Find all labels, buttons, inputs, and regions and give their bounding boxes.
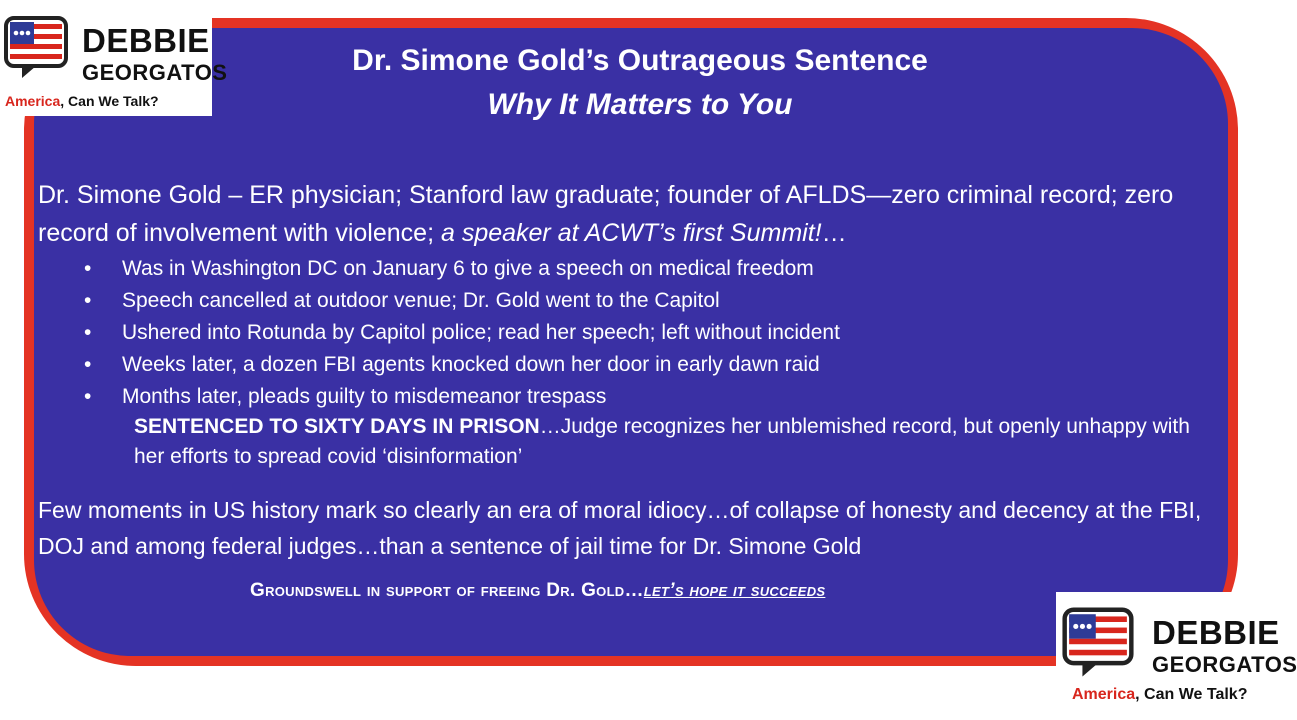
list-item: • Speech cancelled at outdoor venue; Dr. Gold went to the Capitol (84, 289, 720, 312)
list-item: • Months later, pleads guilty to misdemeanor trespass (84, 385, 607, 408)
brand-surname: GEORGATOS (82, 60, 228, 85)
brand-tagline: America, Can We Talk? (1072, 686, 1248, 703)
list-item: • Weeks later, a dozen FBI agents knocked down her door in early dawn raid (84, 353, 820, 376)
intro-italic: a speaker at ACWT’s first Summit! (440, 219, 822, 247)
slide-title: Dr. Simone Gold’s Outrageous Sentence (352, 44, 928, 77)
list-item: • Ushered into Rotunda by Capitol police; read her speech; left without incident (84, 321, 840, 344)
brand-tagline: America, Can We Talk? (5, 93, 159, 109)
brand-name: DEBBIE (82, 22, 210, 59)
sentence-paragraph: SENTENCED TO SIXTY DAYS IN PRISON…Judge recognizes her unblemished record, but openly unhappy with her efforts to spread covid ‘disinformation’ (134, 415, 1190, 468)
event-bullet-list (84, 253, 1224, 413)
slide-subtitle: Why It Matters to You (487, 88, 793, 121)
list-item: • Was in Washington DC on January 6 to give a speech on medical freedom (84, 257, 814, 280)
closing-paragraph: Few moments in US history mark so clearly an era of moral idiocy…of collapse of honesty and decency at the FBI, DOJ and among federal judges…than a sentence of jail time for Dr. Simone Gold (38, 497, 1202, 559)
call-to-action: Groundswell in support of freeing Dr. Gold…let’s hope it succeeds (250, 580, 826, 601)
brand-logo-bottom (1056, 592, 1297, 720)
intro-paragraph: Dr. Simone Gold – ER physician; Stanford law graduate; founder of AFLDS—zero criminal record; zero record of involvement with violence; a speaker at ACWT’s first Summit!… (38, 181, 1174, 247)
speech-bubble-flag-icon (1058, 602, 1138, 682)
sentence-headline: SENTENCED TO SIXTY DAYS IN PRISON (134, 415, 540, 438)
brand-name: DEBBIE (1152, 614, 1280, 651)
call-to-action-emphasis: let’s hope it succeeds (643, 580, 826, 601)
brand-surname: GEORGATOS (1152, 652, 1297, 677)
